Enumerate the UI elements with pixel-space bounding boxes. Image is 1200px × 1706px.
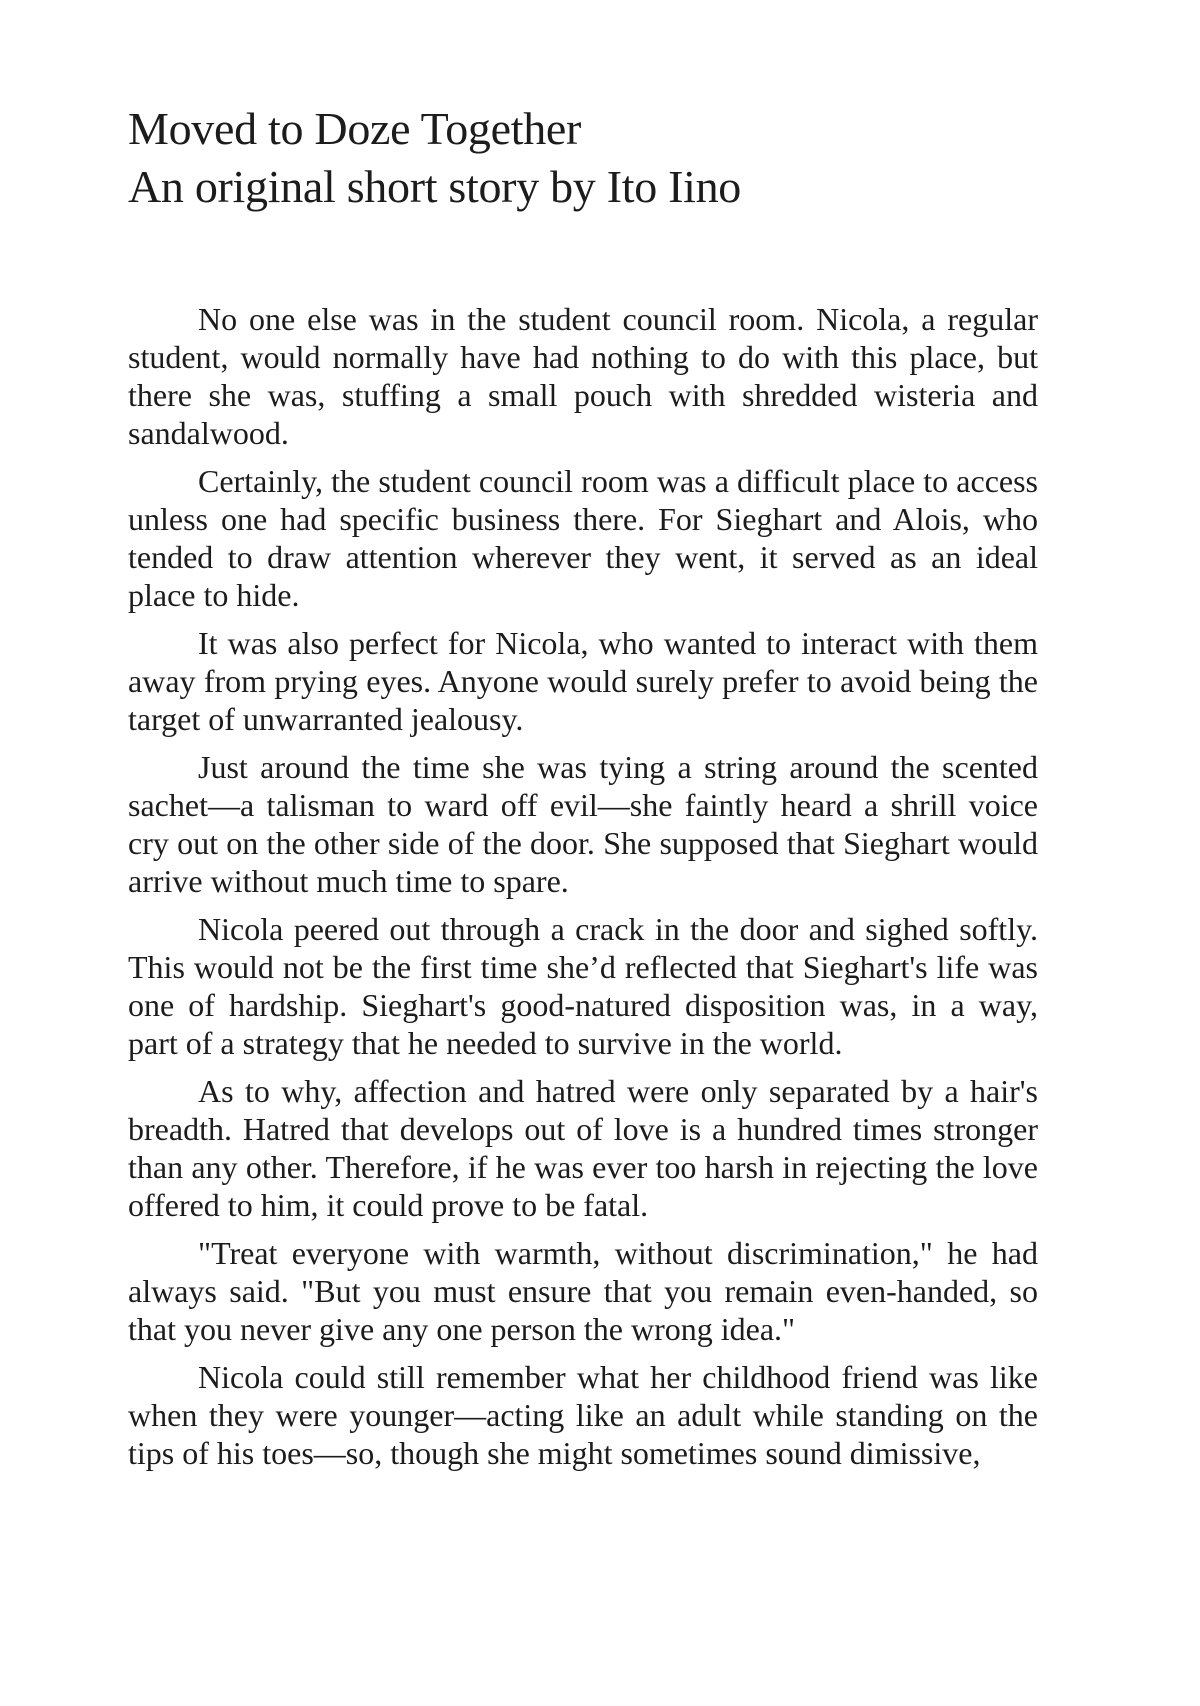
story-paragraph: It was also perfect for Nicola, who wanted to interact with them away from prying eyes. Anyone would surely prefer to avoid being the target of unwarranted jealousy. — [128, 625, 1038, 737]
story-paragraph: Certainly, the student council room was a difficult place to access unless one had specific business there. For Sieghart and Alois, who tended to draw attention wherever they went, it served as an ideal place to hide. — [128, 463, 1038, 613]
story-body — [128, 300, 1038, 1482]
story-paragraph: Nicola peered out through a crack in the door and sighed softly. This would not be the first time she’d reflected that Sieghart's life was one of hardship. Sieghart's good-natured disposition was, in a way, part of a strategy that he needed to survive in the world. — [128, 911, 1038, 1061]
story-byline: An original short story by Ito Iino — [128, 161, 741, 212]
story-header — [128, 100, 1088, 216]
story-paragraph: Just around the time she was tying a string around the scented sachet—a talisman to ward off evil—she faintly heard a shrill voice cry out on the other side of the door. She supposed that Sieghart would arrive without much time to spare. — [128, 749, 1038, 899]
story-title: Moved to Doze Together — [128, 103, 582, 154]
story-paragraph: "Treat everyone with warmth, without discrimination," he had always said. "But you must ensure that you remain even-handed, so that you never give any one person the wrong idea." — [128, 1235, 1038, 1347]
story-paragraph: No one else was in the student council room. Nicola, a regular student, would normally have had nothing to do with this place, but there she was, stuffing a small pouch with shredded wisteria and sandalwood. — [128, 301, 1038, 451]
story-paragraph: As to why, affection and hatred were only separated by a hair's breadth. Hatred that develops out of love is a hundred times stronger than any other. Therefore, if he was ever too harsh in rejecting the love offered to him, it could prove to be fatal. — [128, 1073, 1038, 1223]
story-paragraph: Nicola could still remember what her childhood friend was like when they were younger—acting like an adult while standing on the tips of his toes—so, though she might sometimes sound dimissive, — [128, 1359, 1038, 1471]
